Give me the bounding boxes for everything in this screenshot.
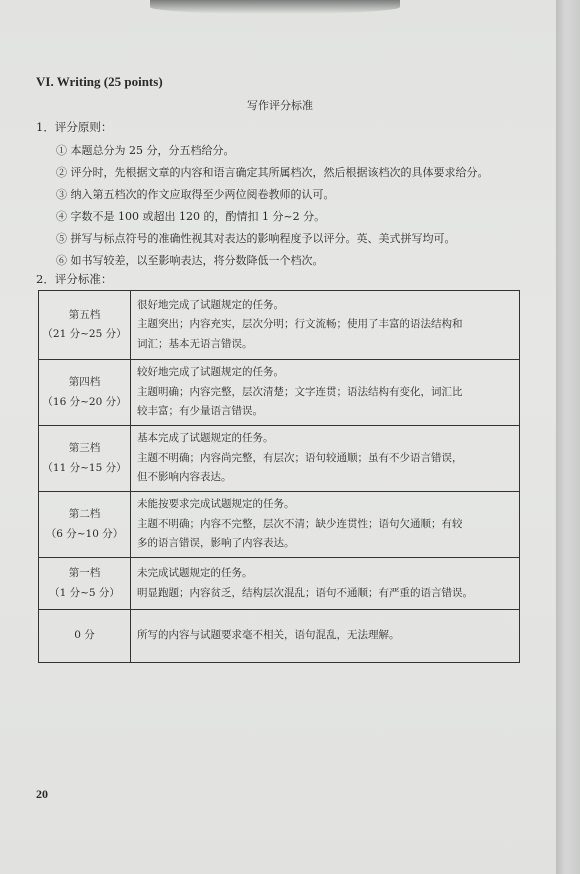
description-line: 基本完成了试题规定的任务。 (137, 432, 274, 445)
grade-range: （11 分~15 分） (42, 461, 127, 474)
principles-list (56, 140, 489, 272)
grade-cell (39, 558, 131, 610)
criteria-table (38, 290, 520, 663)
grade-cell (39, 291, 131, 360)
principle-item: ① 本题总分为 25 分，分五档给分。 (56, 144, 235, 157)
description-line: 多的语言错误，影响了内容表达。 (137, 537, 295, 550)
description-line: 未能按要求完成试题规定的任务。 (137, 498, 295, 511)
grade-cell (39, 610, 131, 663)
description-line: 很好地完成了试题规定的任务。 (137, 298, 284, 311)
criteria-heading: 2．评分标准： (36, 272, 113, 286)
grade-cell (39, 360, 131, 426)
description-line: 主题不明确；内容尚完整，有层次；语句较通顺；虽有不少语言错误， (137, 451, 463, 464)
principle-item: ③ 纳入第五档次的作文应取得至少两位阅卷教师的认可。 (56, 188, 335, 201)
grade-range: （1 分~5 分） (49, 586, 120, 599)
description-line: 主题不明确；内容不完整，层次不清；缺少连贯性；语句欠通顺；有较 (137, 517, 463, 530)
description-cell (131, 492, 520, 558)
page-number: 20 (36, 787, 48, 801)
principles-heading: 1．评分原则： (36, 120, 113, 134)
description-cell (131, 558, 520, 610)
description-cell (131, 610, 520, 663)
principle-item: ⑤ 拼写与标点符号的准确性视其对表达的影响程度予以评分。英、美式拼写均可。 (56, 232, 456, 245)
grade-range: （16 分~20 分） (42, 395, 127, 408)
table-row (39, 492, 520, 558)
description-line: 较好地完成了试题规定的任务。 (137, 366, 284, 379)
grade-range: （6 分~10 分） (45, 527, 124, 540)
grade-name: 第四档 (68, 376, 101, 388)
grade-name: 第五档 (68, 308, 101, 321)
description-line: 词汇；基本无语言错误。 (137, 337, 253, 350)
description-cell (131, 426, 520, 492)
grade-name: 第三档 (68, 442, 101, 454)
table-row (39, 426, 520, 492)
description-cell (131, 291, 520, 360)
scoring-standard-title: 写作评分标准 (247, 99, 313, 112)
principle-item: ⑥ 如书写较差，以至影响表达，将分数降低一个档次。 (56, 254, 324, 267)
grade-name: 第一档 (68, 567, 101, 579)
description-line: 明显跑题；内容贫乏，结构层次混乱；语句不通顺；有严重的语言错误。 (137, 586, 473, 599)
description-line: 未完成试题规定的任务。 (137, 567, 253, 579)
section-heading: VI. Writing (25 points) (36, 74, 163, 89)
table-row (39, 610, 520, 663)
description-line: 主题突出；内容充实，层次分明；行文流畅；使用了丰富的语法结构和 (137, 318, 463, 331)
grade-cell (39, 426, 131, 492)
grade-cell (39, 492, 131, 558)
description-line: 所写的内容与试题要求毫不相关，语句混乱，无法理解。 (137, 629, 400, 642)
description-line: 较丰富；有少量语言错误。 (137, 405, 263, 418)
grade-name: 第二档 (68, 508, 101, 520)
table-row (39, 360, 520, 426)
grade-name: 0 分 (74, 629, 95, 642)
description-cell (131, 360, 520, 426)
principle-item: ④ 字数不是 100 或超出 120 的，酌情扣 1 分~2 分。 (56, 210, 326, 223)
grade-range: （21 分~25 分） (42, 328, 127, 340)
table-row (39, 558, 520, 610)
principle-item: ② 评分时，先根据文章的内容和语言确定其所属档次，然后根据该档次的具体要求给分。 (56, 166, 489, 179)
description-line: 主题明确；内容完整，层次清楚；文字连贯；语法结构有变化，词汇比 (137, 385, 463, 398)
table-row (39, 291, 520, 360)
description-line: 但不影响内容表达。 (137, 471, 232, 484)
page-top-shadow (150, 0, 400, 14)
book-page-edge (556, 0, 580, 874)
